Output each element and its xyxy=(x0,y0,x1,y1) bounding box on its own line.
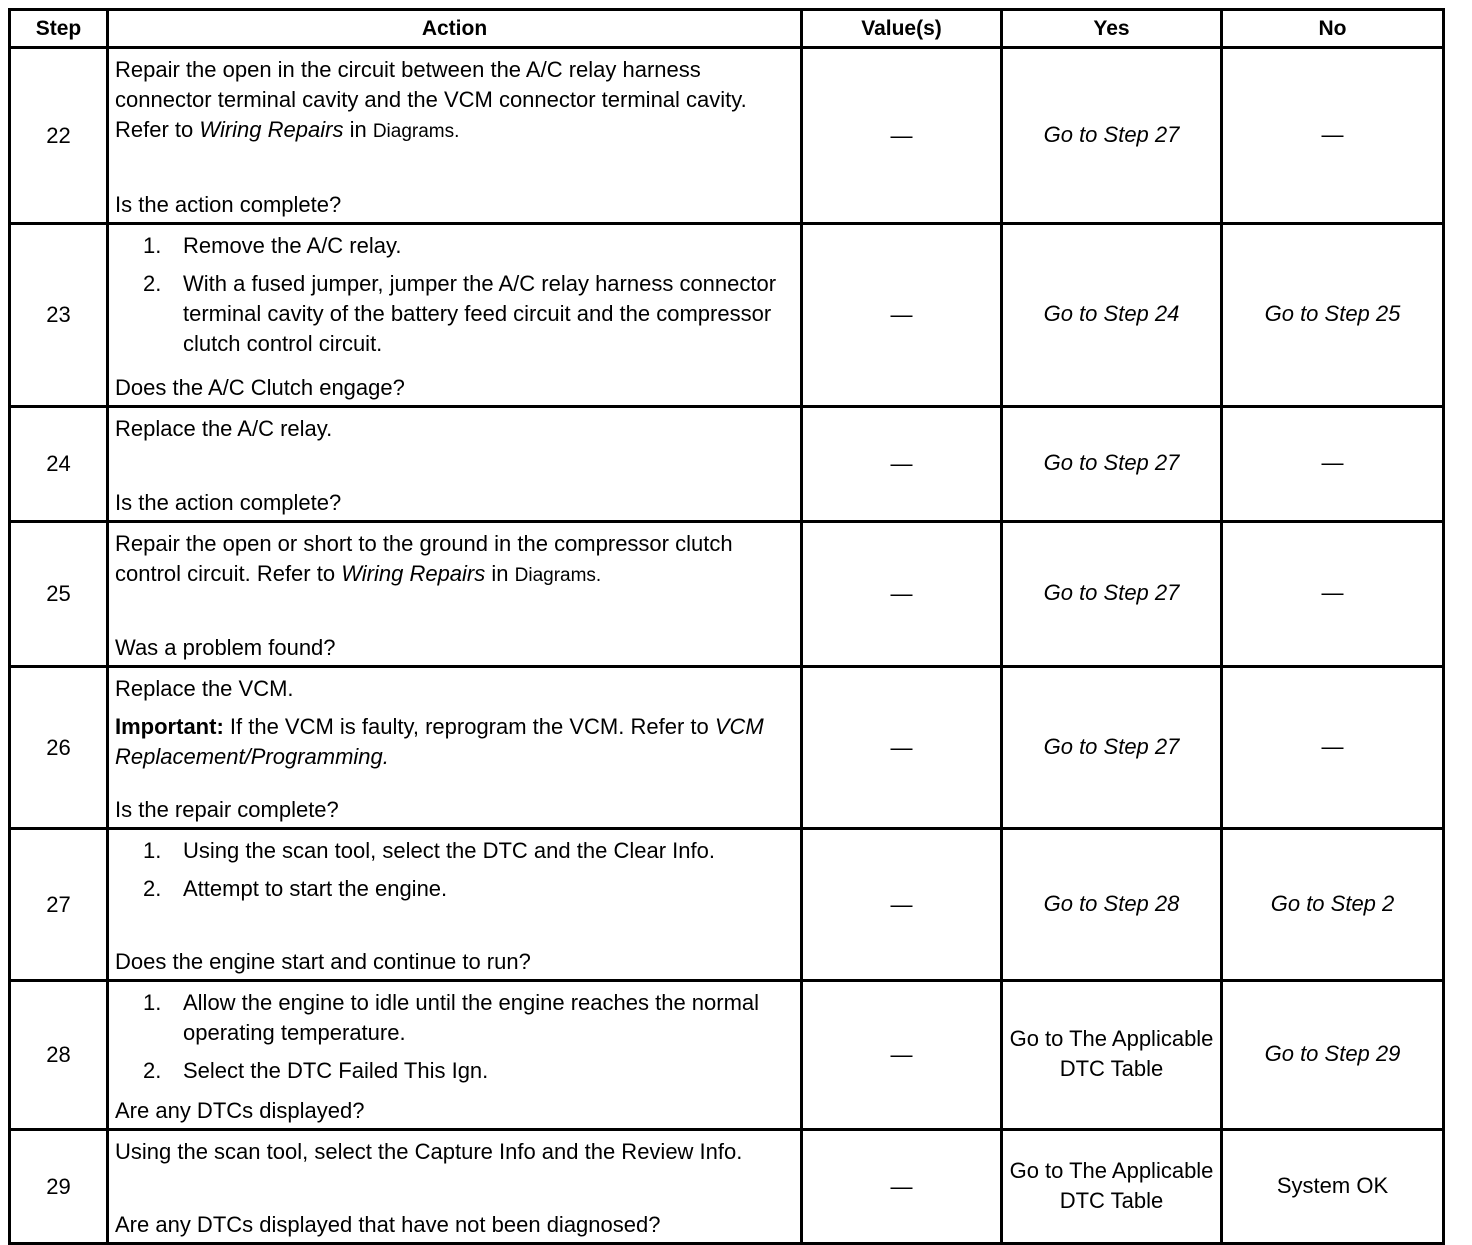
value-cell: — xyxy=(802,522,1002,667)
step-number: 24 xyxy=(10,407,108,522)
list-item: 2. Attempt to start the engine. xyxy=(143,876,448,901)
no-outcome: — xyxy=(1222,667,1444,829)
yes-outcome: Go to Step 27 xyxy=(1002,667,1222,829)
value-cell: — xyxy=(802,407,1002,522)
action-cell xyxy=(108,1130,802,1244)
reference-section: Diagrams. xyxy=(372,121,460,142)
action-question: Is the repair complete? xyxy=(115,797,339,822)
diagnostic-table xyxy=(8,8,1445,1245)
action-question: Are any DTCs displayed that have not been diagnosed? xyxy=(115,1212,661,1237)
value-cell: — xyxy=(802,1130,1002,1244)
action-question: Is the action complete? xyxy=(115,490,342,515)
header-value: Value(s) xyxy=(802,10,1002,48)
no-outcome: — xyxy=(1222,522,1444,667)
step-number: 22 xyxy=(10,48,108,224)
action-cell xyxy=(108,522,802,667)
table-row-step-28 xyxy=(10,981,1444,1130)
action-question: Does the A/C Clutch engage? xyxy=(115,375,405,400)
step-number: 28 xyxy=(10,981,108,1130)
action-text: Replace the A/C relay. xyxy=(115,416,333,441)
reference-link: VCM Replacement/Programming. xyxy=(115,714,764,769)
header-no: No xyxy=(1222,10,1444,48)
yes-outcome: Go to Step 27 xyxy=(1002,522,1222,667)
list-item: 2. With a fused jumper, jumper the A/C relay harness connector terminal cavity of the battery feed circuit and the compressor clutch control circuit. xyxy=(143,271,777,356)
yes-outcome: Go to Step 28 xyxy=(1002,829,1222,981)
action-cell xyxy=(108,407,802,522)
reference-section: Diagrams. xyxy=(514,565,602,586)
table-row-step-24 xyxy=(10,407,1444,522)
value-cell: — xyxy=(802,829,1002,981)
no-outcome: Go to Step 29 xyxy=(1222,981,1444,1130)
no-outcome: — xyxy=(1222,48,1444,224)
action-cell xyxy=(108,667,802,829)
header-step: Step xyxy=(10,10,108,48)
step-number: 27 xyxy=(10,829,108,981)
action-cell xyxy=(108,48,802,224)
table-row-step-25 xyxy=(10,522,1444,667)
action-steps xyxy=(115,231,794,359)
action-question: Does the engine start and continue to run? xyxy=(115,949,531,974)
table-row-step-29 xyxy=(10,1130,1444,1244)
action-steps xyxy=(115,988,794,1086)
important-note: Important: If the VCM is faulty, reprogram the VCM. Refer to VCM Replacement/Programming. xyxy=(115,714,764,769)
header-row xyxy=(10,10,1444,48)
list-item: 2. Select the DTC Failed This Ign. xyxy=(143,1058,489,1083)
yes-outcome: Go to The Applicable DTC Table xyxy=(1002,1130,1222,1244)
header-action: Action xyxy=(108,10,802,48)
table-row-step-27 xyxy=(10,829,1444,981)
action-question: Is the action complete? xyxy=(115,192,342,217)
action-text: Repair the open in the circuit between the A/C relay harness connector terminal cavity and the VCM connector terminal cavity. Refer to Wiring Repairs in Diagrams. xyxy=(115,57,747,142)
table-row-step-22 xyxy=(10,48,1444,224)
action-question: Was a problem found? xyxy=(115,635,336,660)
action-text: Repair the open or short to the ground in the compressor clutch control circuit. Refer to Wiring Repairs in Diagrams. xyxy=(115,531,733,586)
yes-outcome: Go to Step 27 xyxy=(1002,407,1222,522)
no-outcome: Go to Step 25 xyxy=(1222,224,1444,407)
action-cell xyxy=(108,829,802,981)
value-cell: — xyxy=(802,667,1002,829)
table-row-step-26 xyxy=(10,667,1444,829)
header-yes: Yes xyxy=(1002,10,1222,48)
action-text: Replace the VCM. xyxy=(115,676,294,701)
important-label: Important: xyxy=(115,714,224,739)
list-item: 1. Allow the engine to idle until the engine reaches the normal operating temperature. xyxy=(143,990,760,1045)
list-item: 1. Remove the A/C relay. xyxy=(143,233,402,258)
value-cell: — xyxy=(802,224,1002,407)
yes-outcome: Go to Step 27 xyxy=(1002,48,1222,224)
table-row-step-23 xyxy=(10,224,1444,407)
yes-outcome: Go to Step 24 xyxy=(1002,224,1222,407)
step-number: 25 xyxy=(10,522,108,667)
step-number: 29 xyxy=(10,1130,108,1244)
value-cell: — xyxy=(802,981,1002,1130)
no-outcome: System OK xyxy=(1222,1130,1444,1244)
no-outcome: Go to Step 2 xyxy=(1222,829,1444,981)
value-cell: — xyxy=(802,48,1002,224)
list-item: 1. Using the scan tool, select the DTC and the Clear Info. xyxy=(143,838,715,863)
action-cell xyxy=(108,224,802,407)
action-text: Using the scan tool, select the Capture Info and the Review Info. xyxy=(115,1139,743,1164)
step-number: 26 xyxy=(10,667,108,829)
step-number: 23 xyxy=(10,224,108,407)
yes-outcome: Go to The Applicable DTC Table xyxy=(1002,981,1222,1130)
reference-link: Wiring Repairs xyxy=(341,561,486,586)
no-outcome: — xyxy=(1222,407,1444,522)
reference-link: Wiring Repairs xyxy=(199,117,344,142)
action-question: Are any DTCs displayed? xyxy=(115,1098,365,1123)
action-steps xyxy=(115,836,794,904)
action-cell xyxy=(108,981,802,1130)
